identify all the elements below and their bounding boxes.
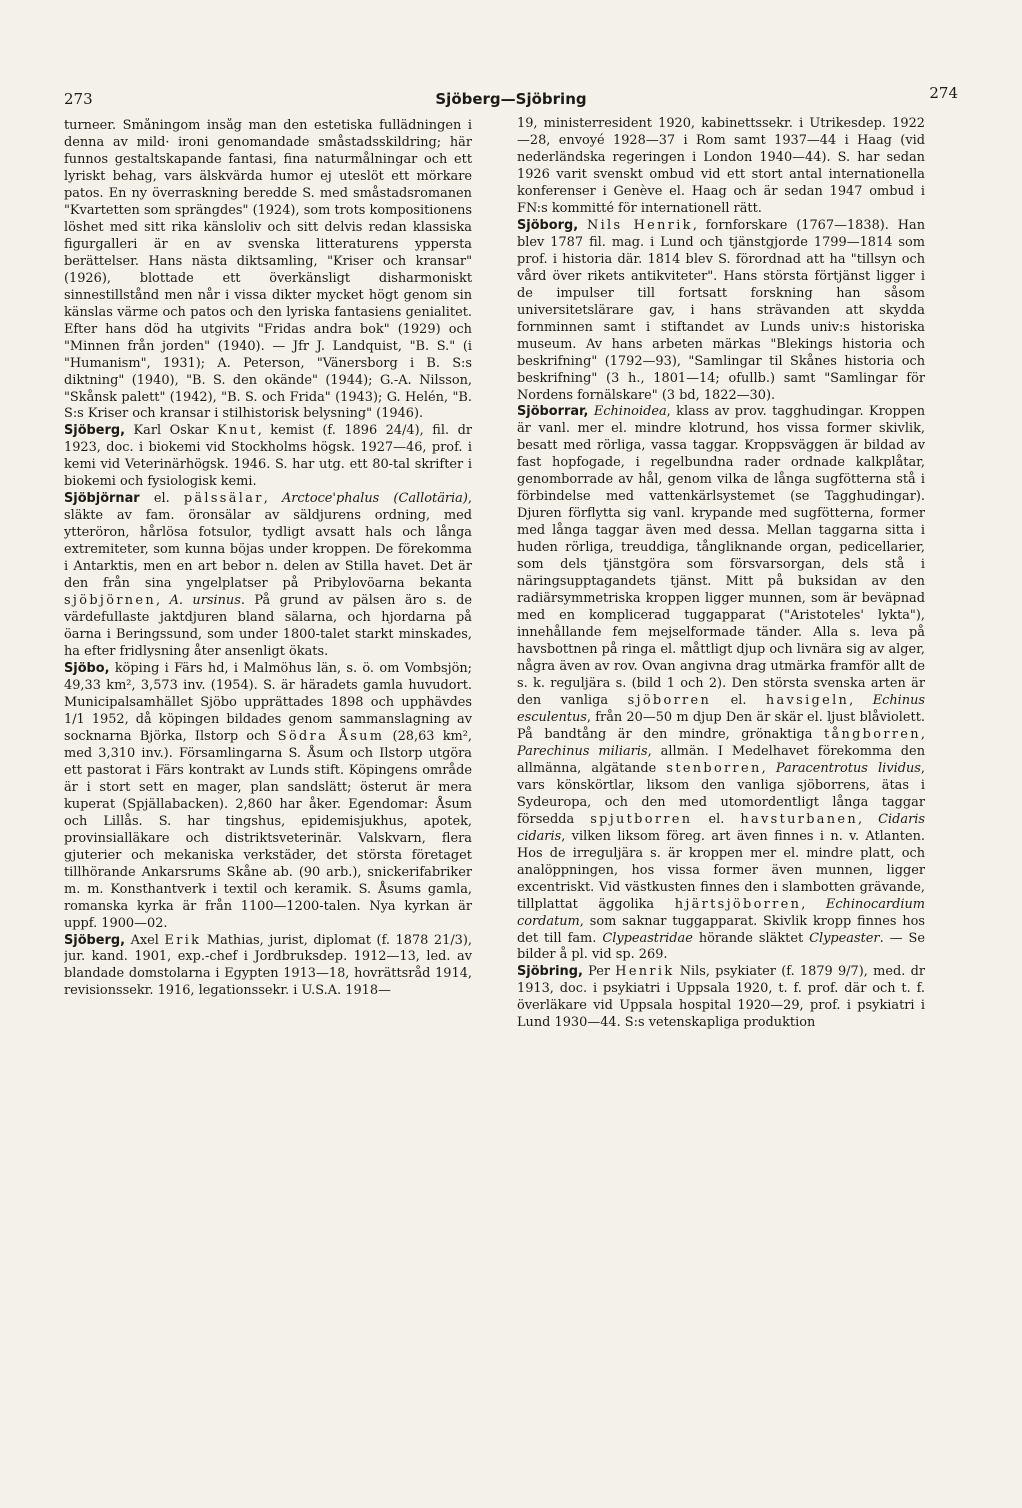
entry-headword: Sjöbo,	[64, 661, 110, 676]
entry-sjoborrar: Sjöborrar, Echinoidea, klass av prov. tagghudingar. Kroppen är vanl. mer el. mindre klotrund, hos vissa former skivlik, besatt med rörliga, vassa taggar. Kroppsväggen är bildad av fast hopfogade, i regelbundna rader ordnade kalkplåtar, genomborrade av hål, genom vilka de långa sugfötterna stå i förbindelse med vattenkärlsystemet (se Tagghudingar). Djuren förflytta sig vanl. krypande med sugfötterna, former med långa taggar även med dessa. Mellan taggarna sitta i huden rörliga, treuddiga, tångliknande organ, pedicellarier, som dels tjänstgöra som försvarsorgan, dels stå i näringsupptagandets tjänst. Mitt på buksidan av den radiärsymmetriska kroppen ligger munnen, som är beväpnad med en komplicerad tuggapparat ("Aristoteles' lykta"), innehållande fem mejselformade tänder. Alla s. leva på havsbottnen på ringa el. måttligt djup och livnära sig av alger, några även av rov. Ovan angivna drag utmärka framför allt de s. k. reguljära s. (bild 1 och 2). Den största svenska arten är den vanliga sjöborren el. havsigeln, Echinus esculentus, från 20—50 m djup Den är skär el. ljust blåviolett. På bandtång är den mindre, grönaktiga tångborren, Parechinus miliaris, allmän. I Medelhavet förekomma den allmänna, algätande stenborren, Paracentrotus lividus, vars könskörtlar, liksom den vanliga sjöborrens, ätas i Sydeuropa, och den med utomordentligt långa taggar försedda spjutborren el. havsturbanen, Cidaris cidaris, vilken liksom föreg. art även finnes i n. v. Atlanten. Hos de irreguljära s. är kroppen mer el. mindre platt, och analöppningen, hos vissa former även munnen, ligger excentriskt. Vid västkusten finnes den i slambotten grävande, tillplattat äggolika hjärtsjöborren, Echinocardium cordatum, som saknar tuggapparat. Skivlik kropp finnes hos det till fam. Clypeastridae hörande släktet Clypeaster. — Se bilder å pl. vid sp. 269.	[517, 404, 925, 963]
entry-sjobring: Sjöbring, Per Henrik Nils, psykiater (f. 1879 9/7), med. dr 1913, doc. i psykiatri i Uppsala 1920, t. f. prof. där och t. f. överläkare vid Uppsala hospital 1920—29, prof. i psykiatri i Lund 1930—44. S:s vetenskapliga produktion	[517, 964, 925, 1031]
entry-headword: Sjöborrar,	[517, 404, 589, 420]
entry-sjobjornar: Sjöbjörnar el. pälssälar, Arctoce'phalus (Callotäria), släkte av fam. öronsälar av säldjurens ordning, med ytteröron, hårlösa fotsulor, tydligt avsatt hals och långa extremiteter, som kunna böjas under kroppen. De förekomma i Antarktis, men en art bebor n. delen av Stilla havet. Det är den från sina yngelplatser på Pribylovöarna bekanta sjöbjörnen, A. ursinus. På grund av pälsen äro s. de värdefullaste jaktdjuren bland sälarna, och hjordarna på öarna i Beringssund, som under 1800-talet starkt minskades, ha efter fridlysning åter ansenligt ökats.	[64, 491, 472, 660]
running-title: Sjöberg—Sjöbring	[435, 90, 587, 108]
entry-headword: Sjöbjörnar	[64, 491, 140, 507]
left-column	[64, 118, 472, 1493]
entry-headword: Sjöberg,	[64, 932, 126, 948]
entry-headword: Sjöborg,	[517, 217, 579, 233]
continued-paragraph: 19, ministerresident 1920, kabinettssekr. i Utrikesdep. 1922—28, envoyé 1928—37 i Rom samt 1937—44 i Haag (vid nederländska regeringen i London 1940—44). S. har sedan 1926 varit svenskt ombud vid ett stort antal internationella konferenser i Genève el. Haag och är sedan 1947 ombud i FN:s kommitté för internationell rätt.	[517, 116, 925, 216]
entry-headword: Sjöbring,	[517, 964, 583, 980]
entry-sjoberg-erik: Sjöberg, Axel Erik Mathias, jurist, diplomat (f. 1878 21/3), jur. kand. 1901, exp.-chef i Jordbruksdep. 1912—13, led. av blandade domstolarna i Egypten 1913—18, hovrättsråd 1914, revisionssekr. 1916, legationssekr. i U.S.A. 1918—	[64, 932, 472, 999]
page-header	[60, 84, 962, 114]
page-number-left: 273	[64, 90, 93, 108]
entry-sjoborg: Sjöborg, Nils Henrik, fornforskare (1767—1838). Han blev 1787 fil. mag. i Lund och tjänstgjorde 1799—1814 som prof. i historia där. 1814 blev S. förordnad att ha "tillsyn och vård över rikets antikviteter". Hans största förtjänst ligger i de impulser till fortsatt forskning han såsom universitetslärare gav, i hans strävanden att skydda fornminnen samt i stiftandet av Lunds univ:s historiska museum. Av hans arbeten märkas "Blekings historia och beskrifning" (1792—93), "Samlingar til Skånes historia och beskrifning" (3 h., 1801—14; ofullb.) samt "Samlingar för Nordens fornälskare" (3 bd, 1822—30).	[517, 217, 925, 403]
entry-sjobo: Sjöbo, köping i Färs hd, i Malmöhus län, s. ö. om Vombsjön; 49,33 km², 3,573 inv. (1954). S. är häradets gamla huvudort. Municipalsamhället Sjöbo upprättades 1898 och upphävdes 1/1 1952, då köpingen bildades genom sammanslagning av socknarna Björka, Ilstorp och Södra Åsum (28,63 km², med 3,310 inv.). Församlingarna S. Åsum och Ilstorp utgöra ett pastorat i Färs kontrakt av Lunds stift. Köpingens område är i stort sett en mager, plan sandslätt; österut är mera kuperat (Spjällabacken). 2,860 har åker. Egendomar: Åsum och Lillås. S. har tingshus, epidemisjukhus, apotek, provinsialläkare och distriktsveterinär. Valskvarn, flera gjuterier och mekaniska verkstäder, det största företaget tillhörande Ankarsrums Skåne ab. (90 arb.), snickerifabriker m. m. Konsthantverk i textil och keramik. S. Åsums gamla, romanska kyrka är från 1100—1200-talen. Nya kyrkan är uppf. 1900—02.	[64, 661, 472, 931]
right-column	[517, 116, 925, 1491]
continued-paragraph: turneer. Småningom insåg man den estetiska fullädningen i denna av mild· ironi genomandade småstadsskildring; här funnos gestaltskapande fantasi, fina naturmålningar och ett lyriskt behag, vars älskvärda humor ej uteslöt ett mörkare patos. En ny överraskning beredde S. med småstadsromanen "Kvartetten som sprängdes" (1924), som trots kompositionens löshet med sitt rika känsloliv och sitt delvis redan klassiska figurgalleri är en av svenska litteraturens yppersta berättelser. Hans nästa diktsamling, "Kriser och kransar" (1926), blottade ett överkänsligt disharmoniskt sinnestillstånd men når i vissa dikter mycket högt genom sin känslas värme och patos och den lyriska fantasiens genialitet. Efter hans död ha utgivits "Fridas andra bok" (1929) och "Minnen från jorden" (1940). — Jfr J. Landquist, "B. S." (i "Humanism", 1931); A. Peterson, "Vänersborg i B. S:s diktning" (1940), "B. S. den okände" (1944); G.-A. Nilsson, "Skånsk palett" (1942), "B. S. och Frida" (1943); G. Helén, "B. S:s Kriser och kransar i stilhistorisk belysning" (1946).	[64, 118, 472, 422]
page-number-right: 274	[929, 84, 958, 102]
entry-sjoberg-knut: Sjöberg, Karl Oskar Knut, kemist (f. 1896 24/4), fil. dr 1923, doc. i biokemi vid Stockholms högsk. 1927—46, prof. i kemi vid Veterinärhögsk. 1946. S. har utg. ett 80-tal skrifter i biokemi och fysiologisk kemi.	[64, 423, 472, 490]
entry-headword: Sjöberg,	[64, 423, 126, 439]
